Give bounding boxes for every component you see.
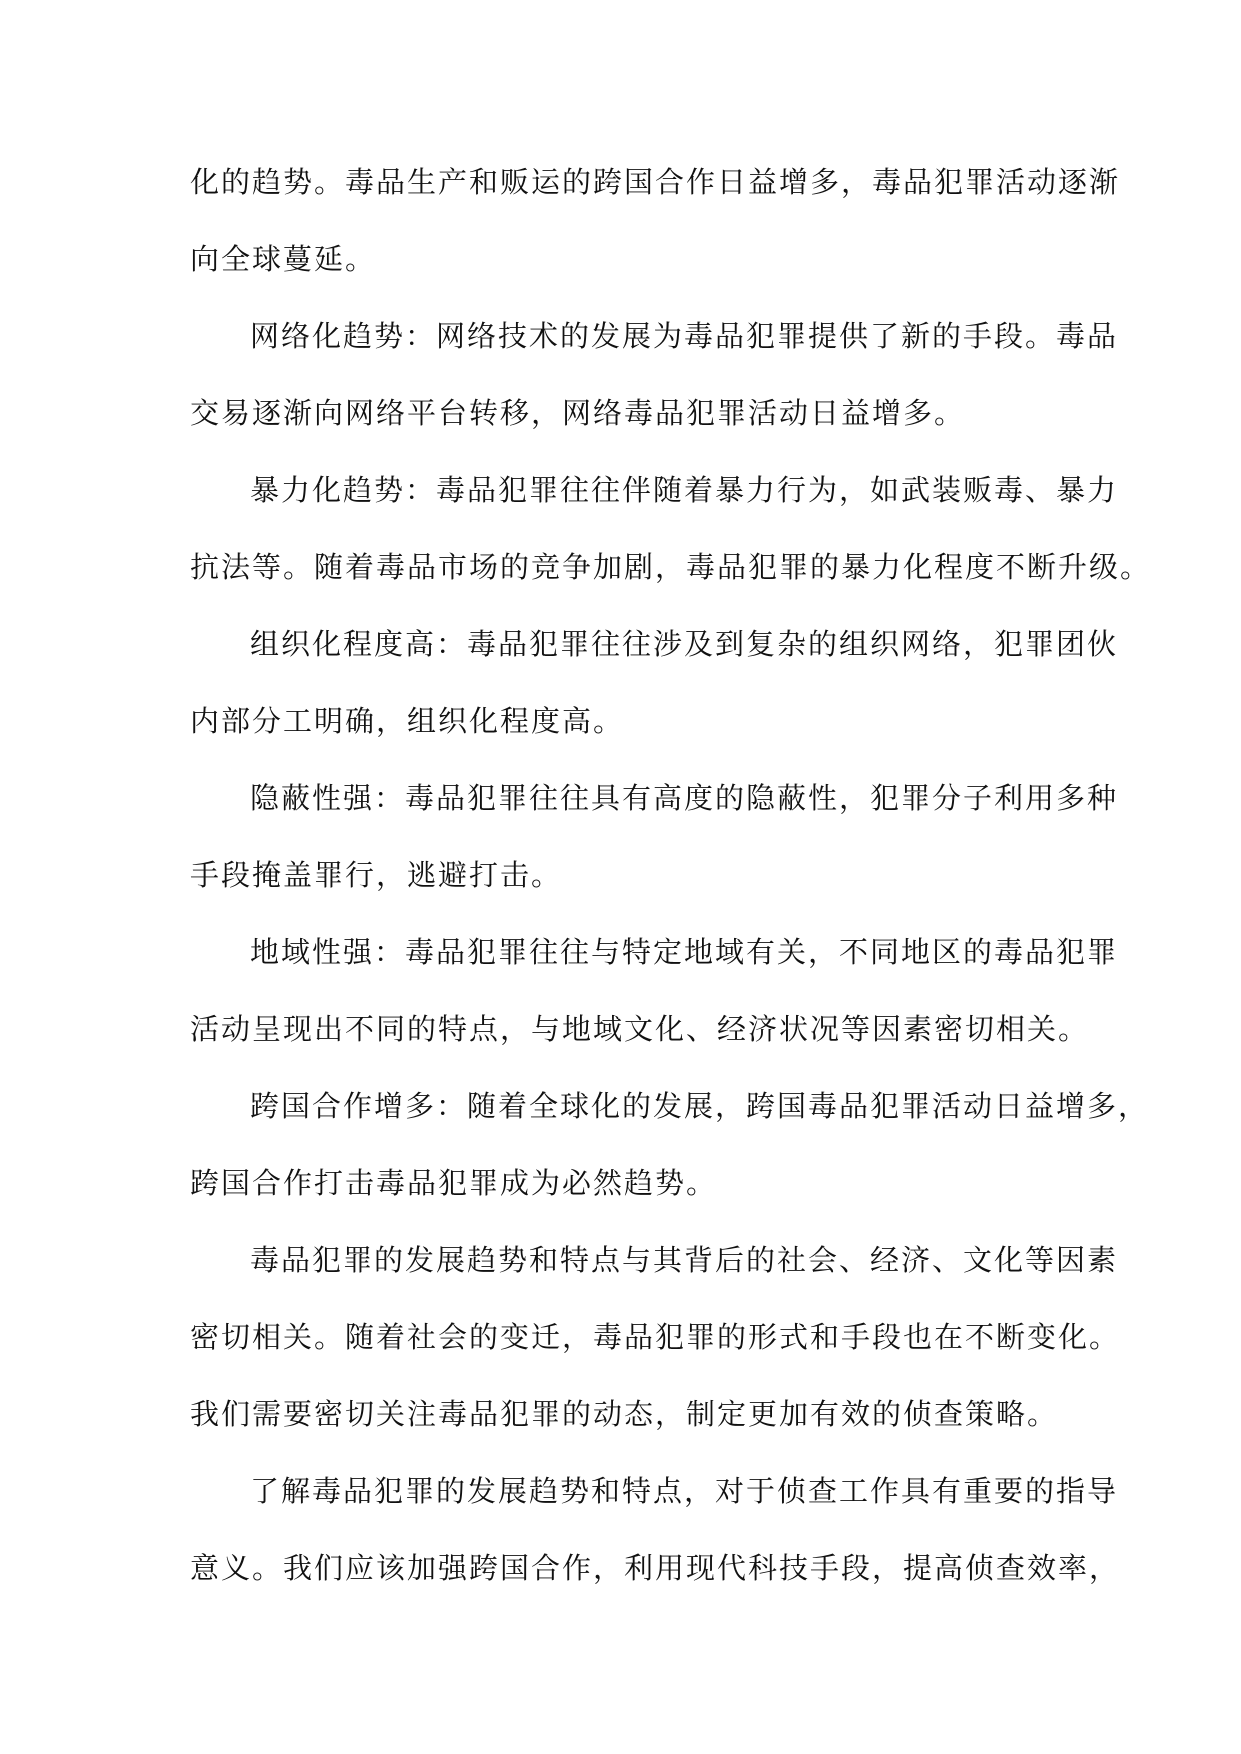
paragraph-violence-trend	[190, 452, 1152, 606]
text-line: 内部分工明确，组织化程度高。	[190, 704, 625, 738]
text-line: 隐蔽性强：毒品犯罪往往具有高度的隐蔽性，犯罪分子利用多种	[250, 781, 1119, 815]
document-body	[190, 144, 1152, 1607]
text-line: 交易逐渐向网络平台转移，网络毒品犯罪活动日益增多。	[190, 396, 966, 430]
text-line: 组织化程度高：毒品犯罪往往涉及到复杂的组织网络，犯罪团伙	[250, 627, 1119, 661]
paragraph-globalization-continued	[190, 144, 1121, 298]
text-line: 网络化趋势：网络技术的发展为毒品犯罪提供了新的手段。毒品	[250, 319, 1119, 353]
text-line: 手段掩盖罪行，逃避打击。	[190, 858, 563, 892]
paragraph-organization	[190, 606, 1119, 760]
text-line: 向全球蔓延。	[190, 242, 377, 276]
text-line: 地域性强：毒品犯罪往往与特定地域有关，不同地区的毒品犯罪	[250, 935, 1119, 969]
paragraph-transnational-cooperation	[190, 1068, 1150, 1222]
text-line: 跨国合作增多：随着全球化的发展，跨国毒品犯罪活动日益增多，	[250, 1089, 1150, 1123]
text-line: 密切相关。随着社会的变迁，毒品犯罪的形式和手段也在不断变化。	[190, 1320, 1121, 1354]
text-line: 意义。我们应该加强跨国合作，利用现代科技手段，提高侦查效率，	[190, 1551, 1121, 1585]
paragraph-significance	[190, 1453, 1121, 1607]
paragraph-concealment	[190, 760, 1119, 914]
text-line: 暴力化趋势：毒品犯罪往往伴随着暴力行为，如武装贩毒、暴力	[250, 473, 1119, 507]
paragraph-summary	[190, 1222, 1121, 1453]
text-line: 抗法等。随着毒品市场的竞争加剧，毒品犯罪的暴力化程度不断升级。	[190, 550, 1152, 584]
text-line: 化的趋势。毒品生产和贩运的跨国合作日益增多，毒品犯罪活动逐渐	[190, 165, 1121, 199]
text-line: 毒品犯罪的发展趋势和特点与其背后的社会、经济、文化等因素	[250, 1243, 1119, 1277]
text-line: 我们需要密切关注毒品犯罪的动态，制定更加有效的侦查策略。	[190, 1397, 1059, 1431]
text-line: 跨国合作打击毒品犯罪成为必然趋势。	[190, 1166, 718, 1200]
paragraph-regional	[190, 914, 1119, 1068]
text-line: 活动呈现出不同的特点，与地域文化、经济状况等因素密切相关。	[190, 1012, 1090, 1046]
paragraph-network-trend	[190, 298, 1119, 452]
text-line: 了解毒品犯罪的发展趋势和特点，对于侦查工作具有重要的指导	[250, 1474, 1119, 1508]
